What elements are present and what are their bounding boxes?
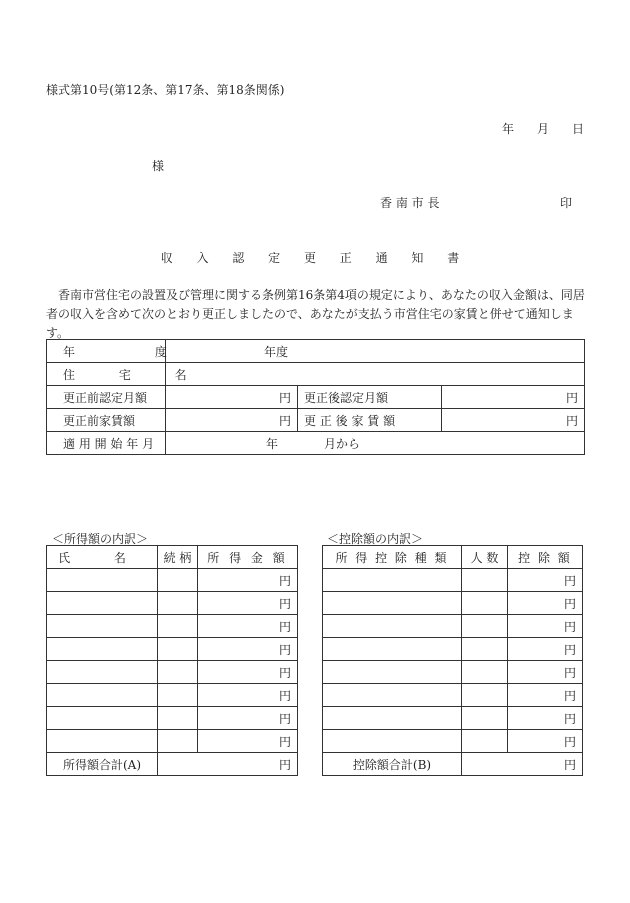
year-value: 年度: [166, 340, 585, 363]
start-month: 月から: [324, 436, 361, 451]
main-info-table: [46, 339, 585, 455]
income-yen: 円: [198, 592, 298, 615]
after-rent-yen: 円: [442, 409, 585, 432]
prev-amount-label: 更正前認定月額: [47, 386, 166, 409]
income-heading: ＜所得額の内訳＞: [52, 532, 149, 546]
table-row: [323, 592, 583, 615]
deduction-yen: 円: [508, 707, 583, 730]
deduction-yen: 円: [508, 569, 583, 592]
date-month: 月: [537, 122, 550, 136]
table-row: [47, 363, 585, 386]
table-row: [47, 661, 298, 684]
table-row: [47, 753, 298, 776]
deduction-yen: 円: [508, 615, 583, 638]
table-row: [47, 409, 585, 432]
after-amount-yen: 円: [442, 386, 585, 409]
income-yen: 円: [198, 615, 298, 638]
prev-rent-yen: 円: [166, 409, 298, 432]
prev-amount-yen: 円: [166, 386, 298, 409]
table-row: [47, 546, 298, 569]
income-col-relation: 続 柄: [158, 546, 198, 569]
deduction-yen: 円: [508, 592, 583, 615]
deduction-col-amount: 控 除 額: [508, 546, 583, 569]
deduction-yen: 円: [508, 730, 583, 753]
table-row: [323, 569, 583, 592]
table-row: [323, 730, 583, 753]
table-row: [47, 432, 585, 455]
year-label: 年 度: [47, 340, 166, 363]
addressee-suffix: 様: [152, 159, 165, 173]
deduction-yen: 円: [508, 661, 583, 684]
prev-rent-label: 更正前家賃額: [47, 409, 166, 432]
income-col-name: 氏 名: [47, 546, 158, 569]
housing-value: [166, 363, 585, 386]
after-amount-label: 更正後認定月額: [298, 386, 442, 409]
date-year: 年: [502, 122, 515, 136]
table-row: [47, 615, 298, 638]
deduction-yen: 円: [508, 638, 583, 661]
income-yen: 円: [198, 569, 298, 592]
table-row: [47, 569, 298, 592]
income-yen: 円: [198, 707, 298, 730]
start-value: [166, 432, 585, 455]
body-paragraph: 香南市営住宅の設置及び管理に関する条例第16条第4項の規定により、あなたの収入金額は、同居者の収入を含めて次のとおり更正しましたので、あなたが支払う市営住宅の家賃と併せて通知します。: [46, 288, 585, 340]
deduction-heading: ＜控除額の内訳＞: [327, 532, 424, 546]
deduction-total-label: 控除額合計(B): [323, 753, 462, 776]
form-number: 様式第10号(第12条、第17条、第18条関係): [46, 83, 285, 97]
income-col-amount: 所 得 金 額: [198, 546, 298, 569]
start-year: 年: [266, 436, 279, 451]
income-yen: 円: [198, 730, 298, 753]
seal-mark: 印: [560, 196, 573, 210]
date-day: 日: [572, 122, 585, 136]
after-rent-label: 更 正 後 家 賃 額: [298, 409, 442, 432]
income-total-table: [46, 752, 298, 776]
table-row: [323, 615, 583, 638]
table-row: [47, 707, 298, 730]
deduction-col-type: 所 得 控 除 種 類: [323, 546, 462, 569]
table-row: [323, 684, 583, 707]
table-row: [47, 638, 298, 661]
table-row: [47, 592, 298, 615]
income-yen: 円: [198, 661, 298, 684]
income-yen: 円: [198, 684, 298, 707]
issuer-name: 香 南 市 長: [380, 196, 440, 210]
start-label: 適 用 開 始 年 月: [47, 432, 166, 455]
table-row: [323, 638, 583, 661]
deduction-total-yen: 円: [462, 753, 583, 776]
table-row: [47, 340, 585, 363]
table-row: [323, 661, 583, 684]
document-title: 収 入 認 定 更 正 通 知 書: [160, 251, 470, 265]
table-row: [47, 730, 298, 753]
deduction-yen: 円: [508, 684, 583, 707]
income-table: [46, 545, 298, 753]
table-row: [323, 707, 583, 730]
income-yen: 円: [198, 638, 298, 661]
deduction-table: [322, 545, 583, 753]
deduction-total-table: [322, 752, 583, 776]
table-row: [323, 546, 583, 569]
table-row: [47, 386, 585, 409]
deduction-col-count: 人 数: [462, 546, 508, 569]
table-row: [47, 684, 298, 707]
income-total-yen: 円: [158, 753, 298, 776]
table-row: [323, 753, 583, 776]
housing-label: 住 宅 名: [47, 363, 166, 386]
income-total-label: 所得額合計(A): [47, 753, 158, 776]
